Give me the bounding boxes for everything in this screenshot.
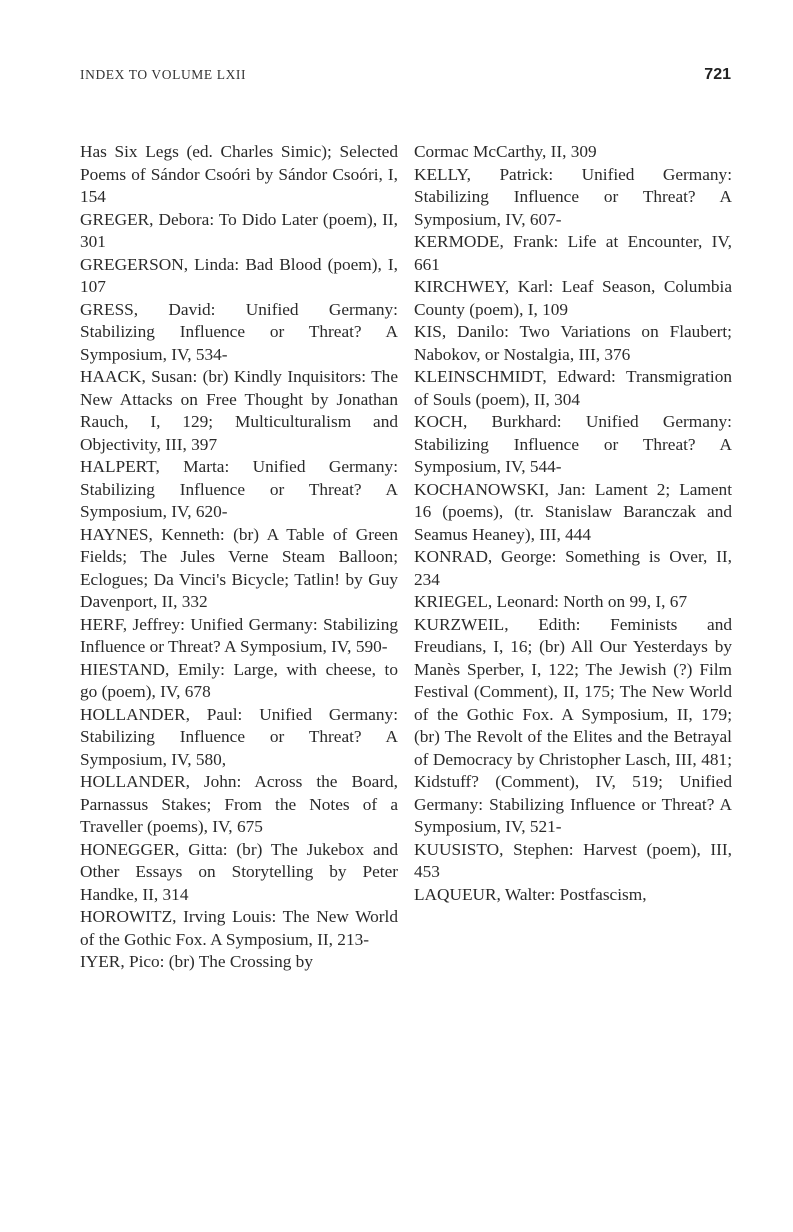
- index-entry: HOLLANDER, John: Across the Board, Parnassus Stakes; From the Notes of a Traveller (poems), IV, 675: [80, 772, 398, 836]
- index-entry: IYER, Pico: (br) The Crossing by: [80, 952, 313, 971]
- index-entry: KRIEGEL, Leonard: North on 99, I, 67: [414, 592, 688, 611]
- index-entry: GREGER, Debora: To Dido Later (poem), II, 301: [80, 209, 398, 251]
- index-entry: HOLLANDER, Paul: Unified Germany: Stabilizing Influence or Threat? A Symposium, IV, 580,: [80, 704, 398, 769]
- index-entry: HERF, Jeffrey: Unified Germany: Stabilizing Influence or Threat? A Symposium, IV, 590-: [80, 614, 398, 656]
- index-entry: HONEGGER, Gitta: (br) The Jukebox and Other Essays on Storytelling by Peter Handke, II, 314: [80, 839, 398, 904]
- index-entry: HALPERT, Marta: Unified Germany: Stabilizing Influence or Threat? A Symposium, IV, 620-: [80, 457, 398, 521]
- index-entry: HAACK, Susan: (br) Kindly Inquisitors: The New Attacks on Free Thought by Jonathan Rauch, I, 129; Multiculturalism and Objectivity, III, 397: [80, 367, 398, 454]
- index-entry: HAYNES, Kenneth: (br) A Table of Green Fields; The Jules Verne Steam Balloon; Eclogues; Da Vinci's Bicycle; Tatlin! by Guy Davenport, II, 332: [80, 524, 398, 611]
- index-entry: KURZWEIL, Edith: Feminists and Freudians, I, 16; (br) All Our Yesterdays by Manès Sperber, I, 122; The Jewish (?) Film Festival (Comment), II, 175; The New World of the Gothic Fox. A Symposium, II, 179; (br) The Revolt of the Elites and the Betrayal of Democracy by Christopher Lasch, III, 481; Kidstuff? (Comment), IV, 519; Unified Germany: Stabilizing Influence or Threat? A Symposium, IV, 521-: [414, 614, 732, 836]
- index-entry: LAQUEUR, Walter: Postfascism,: [414, 884, 647, 904]
- index-entry: KERMODE, Frank: Life at Encounter, IV, 661: [414, 232, 732, 274]
- index-entry: KOCHANOWSKI, Jan: Lament 2; Lament 16 (poems), (tr. Stanislaw Baranczak and Seamus Heaney), III, 444: [414, 479, 732, 544]
- page-number: 721: [704, 66, 731, 83]
- index-entry: KLEINSCHMIDT, Edward: Transmigration of Souls (poem), II, 304: [414, 367, 732, 409]
- index-column-left: [80, 141, 398, 974]
- index-entry: KUUSISTO, Stephen: Harvest (poem), III, 453: [414, 839, 732, 881]
- running-head: INDEX TO VOLUME LXII: [80, 67, 247, 82]
- index-entry: HIESTAND, Emily: Large, with cheese, to go (poem), IV, 678: [80, 659, 398, 701]
- page-header: [80, 66, 731, 90]
- index-column-right: [414, 141, 732, 906]
- index-entry: KIRCHWEY, Karl: Leaf Season, Columbia County (poem), I, 109: [414, 277, 732, 319]
- index-entry: GRESS, David: Unified Germany: Stabilizing Influence or Threat? A Symposium, IV, 534-: [80, 299, 398, 364]
- index-entry: Cormac McCarthy, II, 309: [414, 142, 597, 161]
- index-entry: HOROWITZ, Irving Louis: The New World of the Gothic Fox. A Symposium, II, 213-: [80, 907, 398, 949]
- index-entry: KELLY, Patrick: Unified Germany: Stabilizing Influence or Threat? A Symposium, IV, 607-: [414, 164, 732, 229]
- index-entry: Has Six Legs (ed. Charles Simic); Selected Poems of Sándor Csoóri by Sándor Csoóri, I, 154: [80, 142, 398, 206]
- index-entry: KIS, Danilo: Two Variations on Flaubert; Nabokov, or Nostalgia, III, 376: [414, 322, 732, 364]
- index-entry: GREGERSON, Linda: Bad Blood (poem), I, 107: [80, 254, 398, 296]
- index-entry: KOCH, Burkhard: Unified Germany: Stabilizing Influence or Threat? A Symposium, IV, 544-: [414, 412, 732, 476]
- index-entry: KONRAD, George: Something is Over, II, 234: [414, 547, 732, 589]
